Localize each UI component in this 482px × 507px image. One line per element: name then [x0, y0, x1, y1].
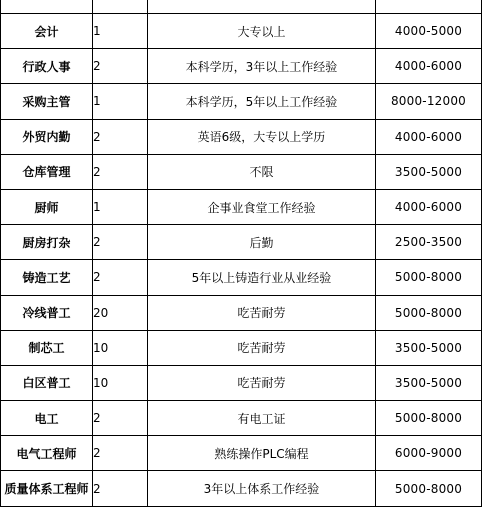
header-strip-cell	[1, 0, 93, 14]
salary-cell: 4000-6000	[376, 119, 482, 154]
header-strip-cell	[148, 0, 376, 14]
position-cell: 电气工程师	[1, 436, 93, 471]
position-cell: 会计	[1, 14, 93, 49]
headcount-cell: 10	[93, 330, 148, 365]
table-row	[1, 119, 482, 154]
requirement-cell: 后勤	[148, 225, 376, 260]
headcount-cell: 2	[93, 225, 148, 260]
table-row	[1, 401, 482, 436]
headcount-cell: 2	[93, 49, 148, 84]
table-row	[1, 14, 482, 49]
headcount-cell: 1	[93, 189, 148, 224]
position-cell: 厨师	[1, 189, 93, 224]
headcount-cell: 2	[93, 401, 148, 436]
position-cell: 电工	[1, 401, 93, 436]
position-cell: 厨房打杂	[1, 225, 93, 260]
position-cell: 仓库管理	[1, 154, 93, 189]
headcount-cell: 1	[93, 14, 148, 49]
headcount-cell: 2	[93, 154, 148, 189]
salary-cell: 3500-5000	[376, 330, 482, 365]
headcount-cell: 1	[93, 84, 148, 119]
job-listing-rows	[1, 0, 482, 506]
requirement-cell: 吃苦耐劳	[148, 365, 376, 400]
headcount-cell: 2	[93, 436, 148, 471]
requirement-cell: 英语6级，大专以上学历	[148, 119, 376, 154]
table-row	[1, 49, 482, 84]
salary-cell: 3500-5000	[376, 365, 482, 400]
table-row	[1, 295, 482, 330]
headcount-cell: 2	[93, 471, 148, 506]
table-row	[1, 436, 482, 471]
table-row	[1, 225, 482, 260]
headcount-cell: 2	[93, 119, 148, 154]
requirement-cell: 不限	[148, 154, 376, 189]
position-cell: 采购主管	[1, 84, 93, 119]
salary-cell: 4000-6000	[376, 49, 482, 84]
headcount-cell: 2	[93, 260, 148, 295]
position-cell: 质量体系工程师	[1, 471, 93, 506]
table-row	[1, 365, 482, 400]
table-row	[1, 260, 482, 295]
requirement-cell: 有电工证	[148, 401, 376, 436]
requirement-cell: 企事业食堂工作经验	[148, 189, 376, 224]
table-row	[1, 471, 482, 506]
salary-cell: 2500-3500	[376, 225, 482, 260]
requirement-cell: 5年以上铸造行业从业经验	[148, 260, 376, 295]
salary-cell: 5000-8000	[376, 260, 482, 295]
requirement-cell: 大专以上	[148, 14, 376, 49]
table-row	[1, 189, 482, 224]
requirement-cell: 吃苦耐劳	[148, 295, 376, 330]
position-cell: 外贸内勤	[1, 119, 93, 154]
salary-cell: 5000-8000	[376, 471, 482, 506]
requirement-cell: 吃苦耐劳	[148, 330, 376, 365]
table-header-strip	[1, 0, 482, 14]
salary-cell: 8000-12000	[376, 84, 482, 119]
headcount-cell: 10	[93, 365, 148, 400]
salary-cell: 4000-6000	[376, 189, 482, 224]
salary-cell: 5000-8000	[376, 295, 482, 330]
position-cell: 行政人事	[1, 49, 93, 84]
table-row	[1, 154, 482, 189]
position-cell: 白区普工	[1, 365, 93, 400]
table-row	[1, 330, 482, 365]
requirement-cell: 本科学历，5年以上工作经验	[148, 84, 376, 119]
requirement-cell: 3年以上体系工作经验	[148, 471, 376, 506]
header-strip-cell	[376, 0, 482, 14]
salary-cell: 4000-5000	[376, 14, 482, 49]
salary-cell: 3500-5000	[376, 154, 482, 189]
requirement-cell: 熟练操作PLC编程	[148, 436, 376, 471]
salary-cell: 5000-8000	[376, 401, 482, 436]
salary-cell: 6000-9000	[376, 436, 482, 471]
header-strip-cell	[93, 0, 148, 14]
position-cell: 铸造工艺	[1, 260, 93, 295]
position-cell: 冷线普工	[1, 295, 93, 330]
requirement-cell: 本科学历，3年以上工作经验	[148, 49, 376, 84]
headcount-cell: 20	[93, 295, 148, 330]
position-cell: 制芯工	[1, 330, 93, 365]
table-row	[1, 84, 482, 119]
